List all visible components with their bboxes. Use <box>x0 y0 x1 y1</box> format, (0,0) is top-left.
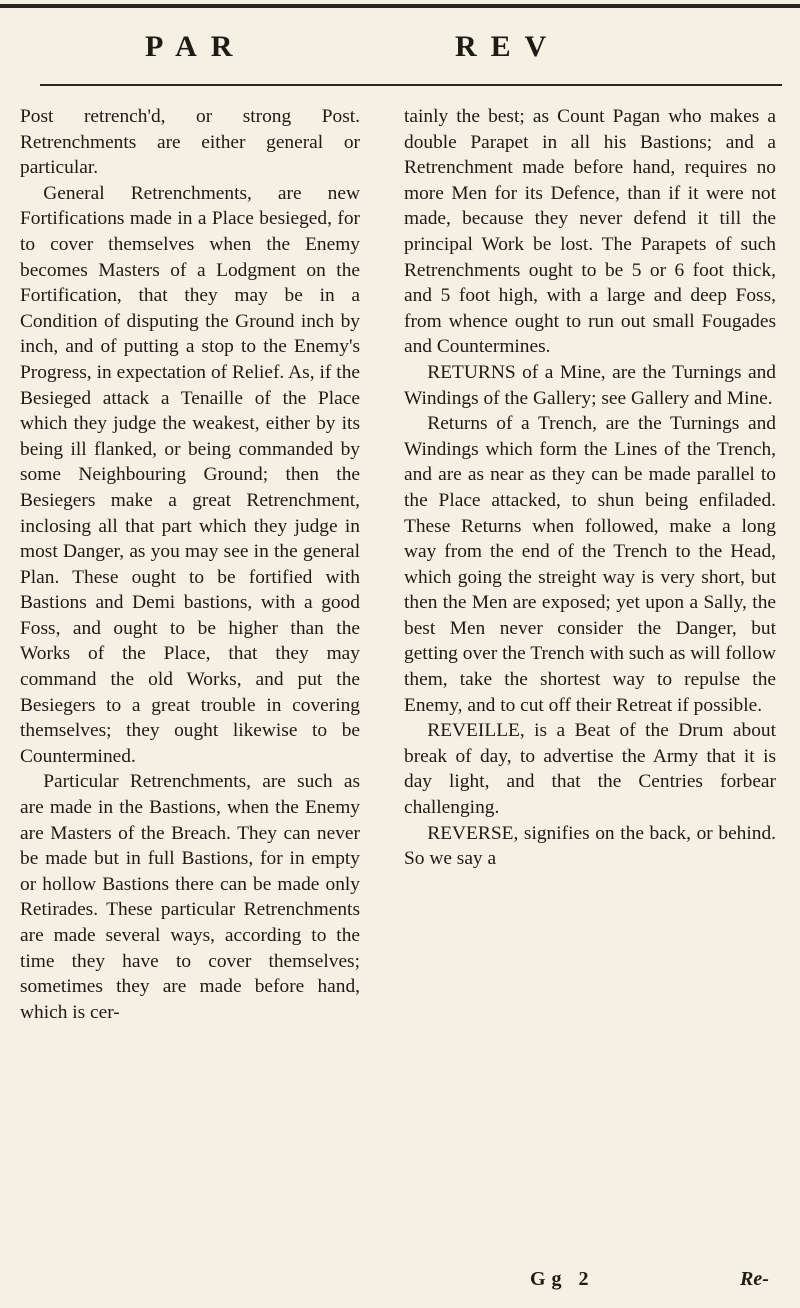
running-head-left: PAR <box>145 30 247 63</box>
paragraph-post-retrenched: Post retrench'd, or strong Post. Retrenchments are either general or particular. <box>20 106 360 179</box>
paragraph-general-retrenchments: General Retrenchments, are new Fortifications made in a Place besieged, for to cover themselves when the Enemy becomes Masters of a Lodgment on the Fortification, that they may be in a Condition of disputing the Ground inch by inch, and of putting a stop to the Enemy's Progress, in expectation of Relief. As, if the Besieged attack a Tenaille of the Place which they judge the weakest, either by its being ill flanked, or being commanded by some Neighbouring Ground; then the Besiegers make a great Retrenchment, inclosing all that part which they judge in most Danger, as you may see in the general Plan. These ought to be fortified with Bastions and Demi bastions, with a good Foss, and ought to be higher than the Works of the Place, that they may command the old Works, and put the Besiegers to a great trouble in covering themselves; they ought likewise to be Countermined. <box>20 182 360 767</box>
paragraph-retrenchment-continued: tainly the best; as Count Pagan who makes a double Parapet in all his Bastions; and a Retrenchment made before hand, requires no more Men for its Defence, than if it were not made, because they never defend it till the principal Work be lost. The Parapets of such Retrenchments ought to be 5 or 6 foot thick, and 5 foot high, with a large and deep Foss, from whence ought to run out small Fougades and Countermines. <box>404 106 776 358</box>
catchword: Re- <box>740 1268 769 1290</box>
entry-returns-of-a-trench: Returns of a Trench, are the Turnings and Windings which form the Lines of the Trench, and are as near as they can be made parallel to the Place attacked, to shun being enfiladed. These Returns when followed, make a long way from the end of the Trench to the Head, which going the streight way is very short, but then the Men are exposed; yet upon a Sally, the best Men never consider the Danger, but getting over the Trench with such as will follow them, take the shortest way to repulse the Enemy, and to cut off their Retreat if possible. <box>404 413 776 716</box>
left-column <box>20 104 360 1025</box>
signature-mark: Gg 2 <box>530 1268 595 1290</box>
page-footer <box>0 1268 800 1298</box>
entry-reveille: REVEILLE, is a Beat of the Drum about break of day, to advertise the Army that it is day light, and that the Centries forbear challenging. <box>404 720 776 819</box>
top-border-rule <box>0 4 800 8</box>
running-head-right: REV <box>455 30 561 63</box>
right-column <box>404 104 776 872</box>
entry-returns-of-a-mine: RETURNS of a Mine, are the Turnings and Windings of the Gallery; see Gallery and Mine. <box>404 361 776 409</box>
paragraph-particular-retrenchments: Particular Retrenchments, are such as are made in the Bastions, when the Enemy are Masters of the Breach. They can never be made but in full Bastions, for in empty or hollow Bastions there can be made only Retirades. These particular Retrenchments are made several ways, according to the time they have to cover themselves; sometimes they are made before hand, which is cer- <box>20 771 360 1023</box>
entry-reverse: REVERSE, signifies on the back, or behind. So we say a <box>404 822 776 870</box>
header-rule <box>40 84 782 86</box>
running-head <box>0 30 800 74</box>
